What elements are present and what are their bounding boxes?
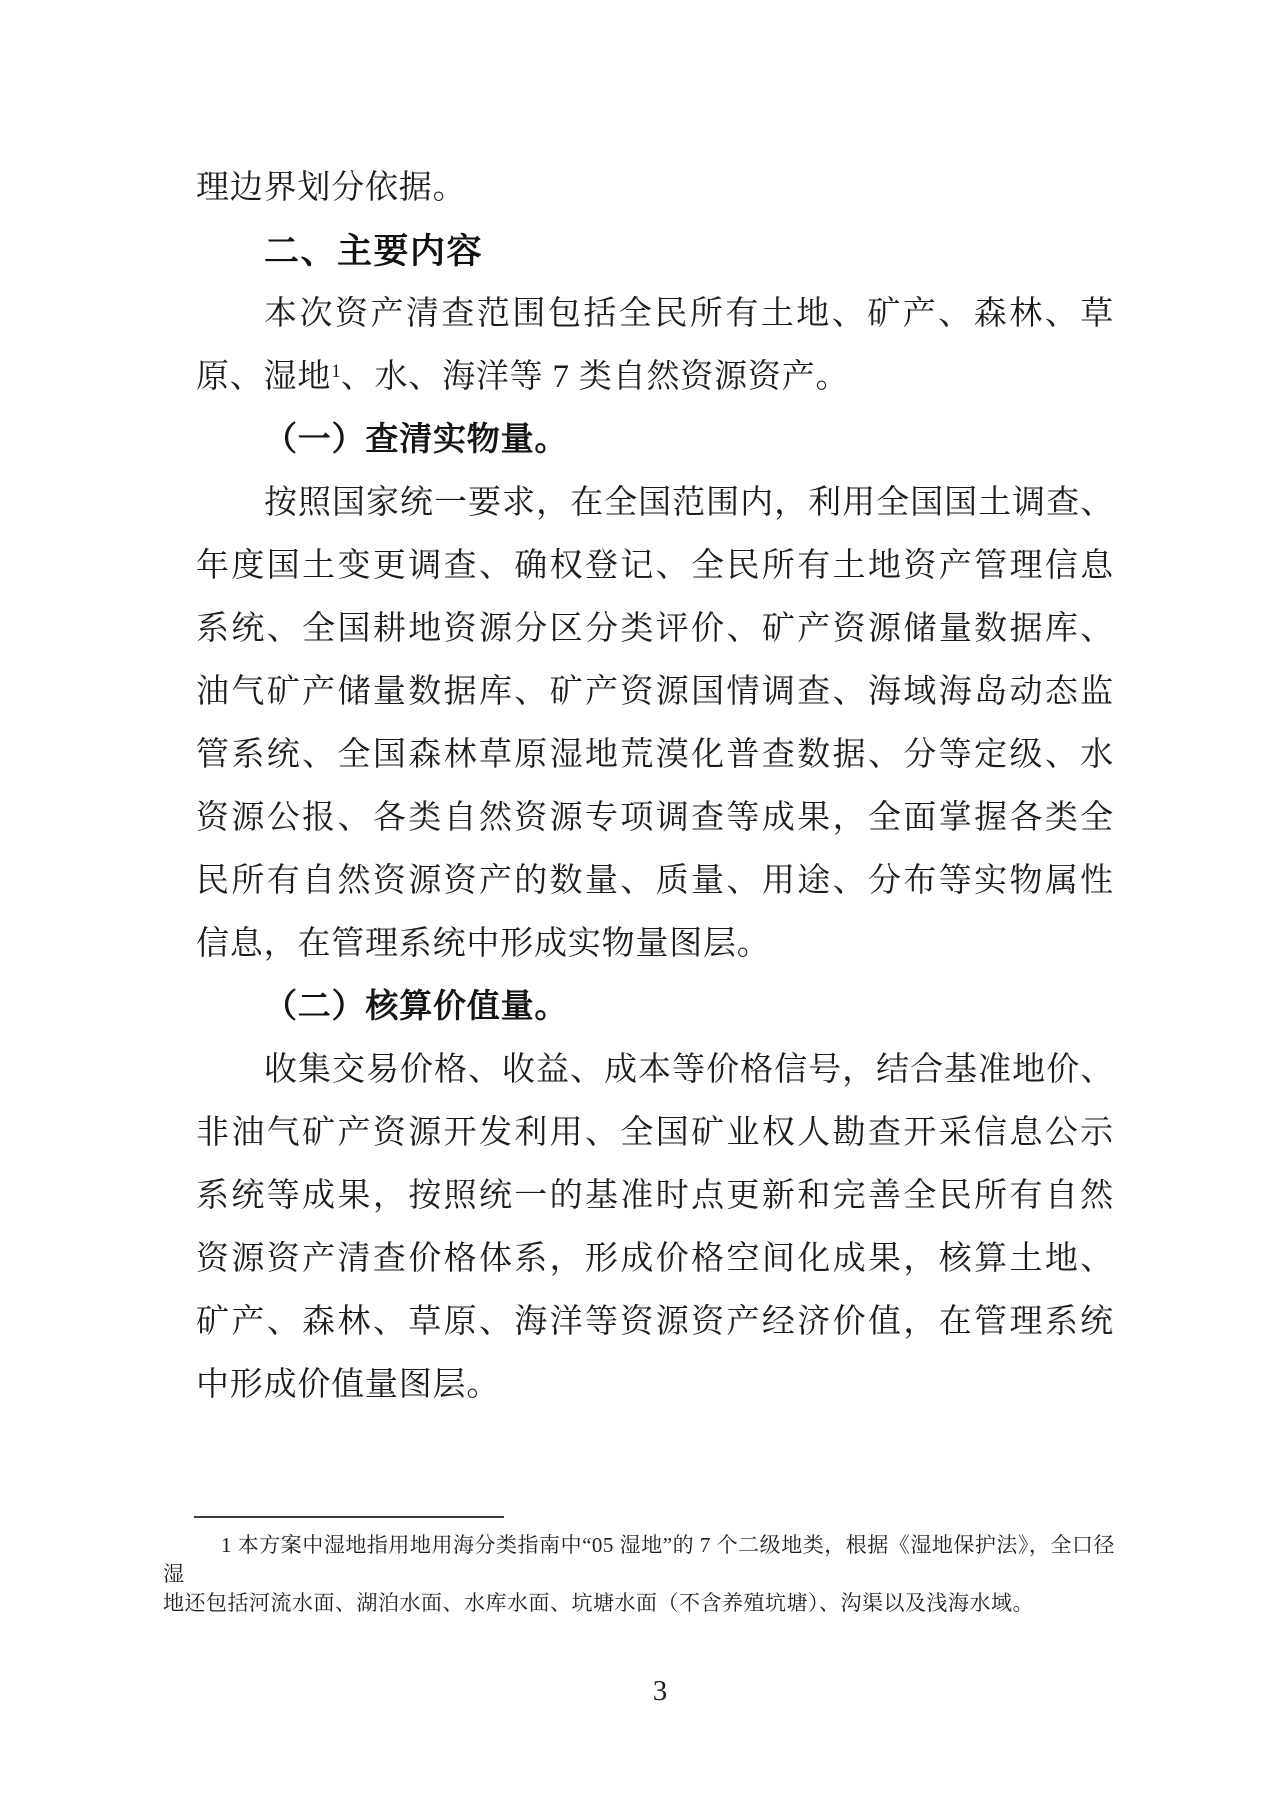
text-run: 管系统、全国森林草原湿地荒漠化普查数据、分等定级、水: [196, 737, 1114, 773]
text-run: 年度国土变更调查、确权登记、全民所有土地资产管理信息: [196, 548, 1114, 584]
page-number: 3: [652, 1675, 668, 1707]
body-line: [196, 787, 1114, 850]
text-run: 民所有自然资源资产的数量、质量、用途、分布等实物属性: [196, 863, 1114, 899]
text-run: 本次资产清查范围包括全民所有土地、矿产、森林、草: [264, 296, 1114, 332]
sub-heading: [196, 409, 1114, 472]
text-run: 油气矿产储量数据库、矿产资源国情调查、海域海岛动态监: [196, 674, 1114, 710]
text-run: 理边界划分依据。: [196, 170, 467, 206]
footnote-line: [163, 1589, 1115, 1618]
body-line: [196, 1102, 1114, 1165]
body-line: [196, 346, 1114, 409]
text-run: （二）核算价值量。: [264, 989, 569, 1025]
text-run: 原、湿地: [196, 359, 332, 395]
text-run: 资源资产清查价格体系，形成价格空间化成果，核算土地、: [196, 1241, 1114, 1277]
body-line: [196, 1228, 1114, 1291]
text-run: （一）查清实物量。: [264, 422, 569, 458]
body-line: [196, 850, 1114, 913]
body-line: [196, 535, 1114, 598]
footnote-line: [163, 1531, 1115, 1589]
text-run: 系统、全国耕地资源分区分类评价、矿产资源储量数据库、: [196, 611, 1114, 647]
body-line: [196, 598, 1114, 661]
text-run: 矿产、森林、草原、海洋等资源资产经济价值，在管理系统: [196, 1304, 1114, 1340]
text-run: 地还包括河流水面、湖泊水面、水库水面、坑塘水面（不含养殖坑塘）、沟渠以及浅海水域。: [163, 1591, 1034, 1615]
text-run: 资源公报、各类自然资源专项调查等成果，全面掌握各类全: [196, 800, 1114, 836]
text-run: 系统等成果，按照统一的基准时点更新和完善全民所有自然: [196, 1178, 1114, 1214]
text-run: 中形成价值量图层。: [196, 1367, 501, 1403]
text-run: 1 本方案中湿地指用地用海分类指南中“05 湿地”的 7 个二级地类，根据《湿地保护法》，全口径湿: [163, 1533, 1115, 1586]
text-run: 非油气矿产资源开发利用、全国矿业权人勘查开采信息公示: [196, 1115, 1114, 1151]
body-line: [196, 1354, 1114, 1417]
text-run: 按照国家统一要求，在全国范围内，利用全国国土调查、: [264, 485, 1114, 521]
section-heading: [196, 220, 1114, 283]
text-run: 收集交易价格、收益、成本等价格信号，结合基准地价、: [264, 1052, 1114, 1088]
body-line: [196, 1165, 1114, 1228]
body-line: [196, 724, 1114, 787]
body-line: [196, 1291, 1114, 1354]
body-line: [196, 283, 1114, 346]
footnote-separator-rule: [194, 1516, 504, 1518]
text-run: 信息，在管理系统中形成实物量图层。: [196, 926, 771, 962]
body-line: [196, 661, 1114, 724]
document-body: [196, 157, 1114, 1417]
text-run: 二、主要内容: [264, 232, 484, 271]
body-line: [196, 472, 1114, 535]
footnote-reference-superscript: 1: [331, 361, 341, 382]
body-line: [196, 157, 1114, 220]
text-run: 、水、海洋等 7 类自然资源资产。: [340, 359, 850, 395]
body-line: [196, 1039, 1114, 1102]
sub-heading: [196, 976, 1114, 1039]
body-line: [196, 913, 1114, 976]
footnote-block: [163, 1531, 1115, 1618]
